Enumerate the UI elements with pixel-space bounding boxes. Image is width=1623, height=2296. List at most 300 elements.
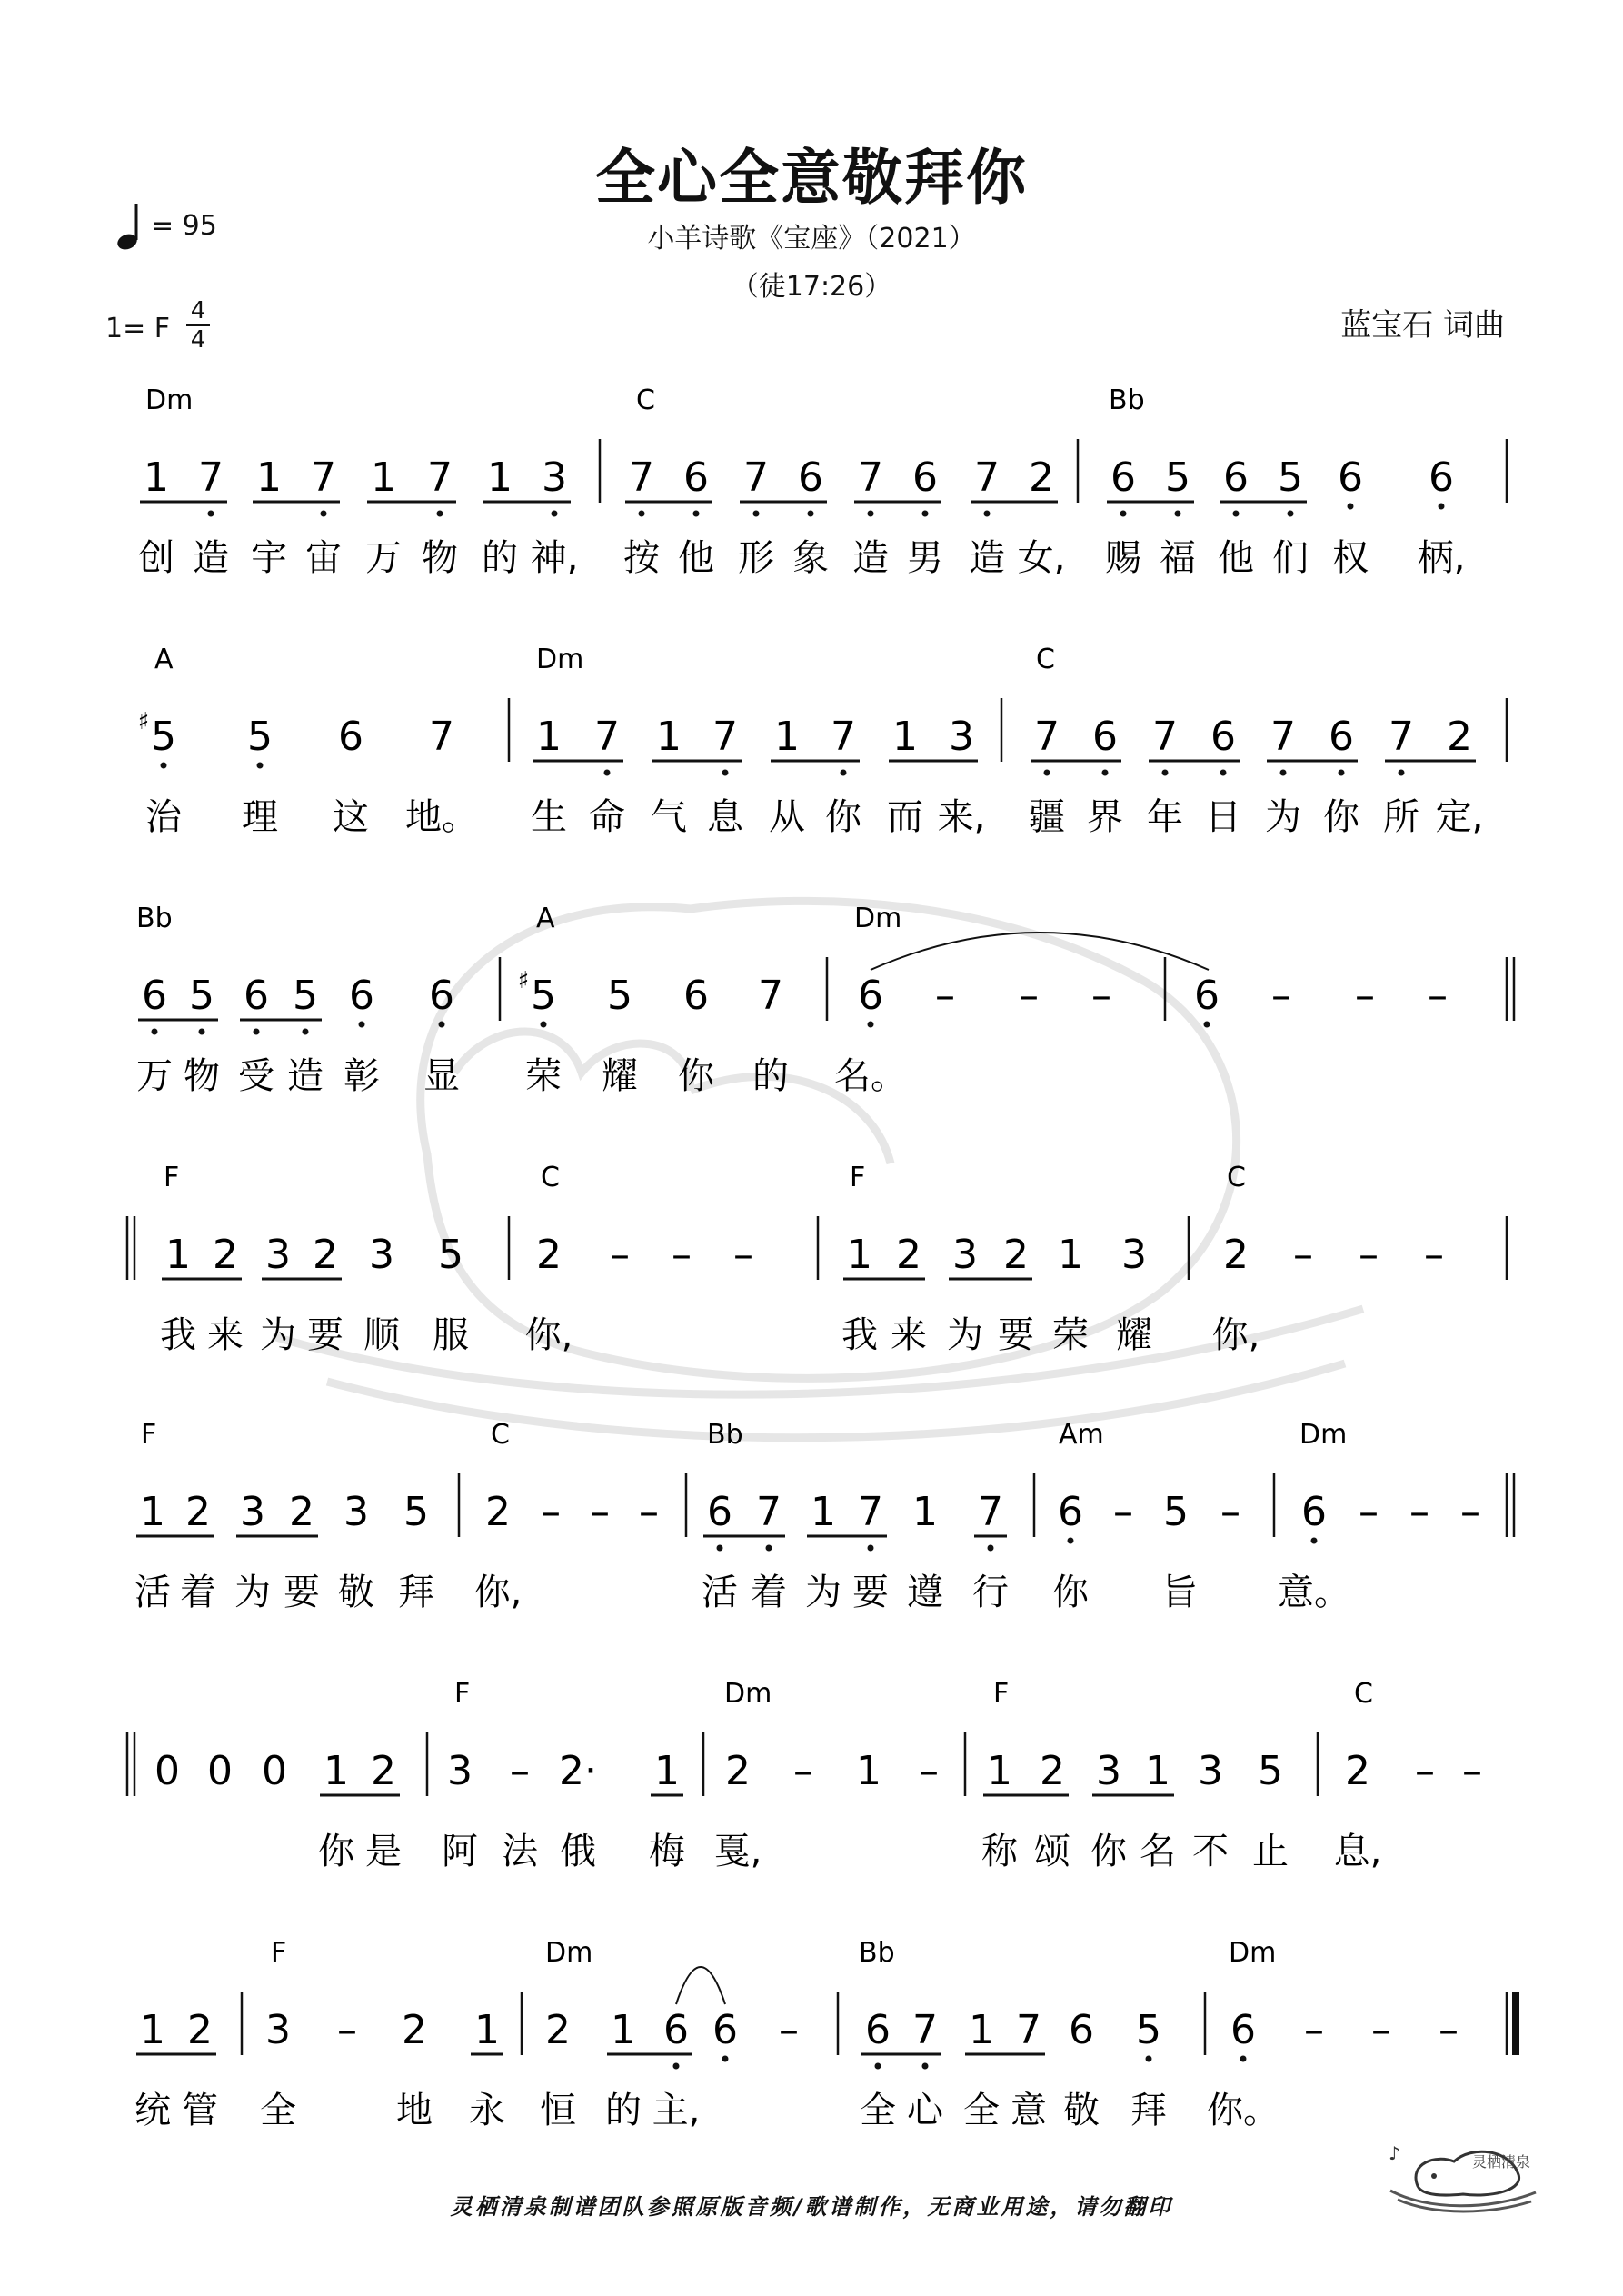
low-octave-dot [161, 763, 167, 769]
dash-note: – [1371, 2007, 1391, 2053]
lyric-character: 定, [1435, 796, 1484, 838]
note-digit: 6 [912, 454, 938, 501]
lyric-character: 息, [1333, 1831, 1382, 1872]
lyric-character: 权 [1332, 537, 1369, 579]
note-digit: 7 [1016, 2007, 1041, 2053]
lyric-character: 全 [963, 2090, 1000, 2131]
lyric-character: 显 [423, 1055, 460, 1097]
dash-note: – [793, 1748, 813, 1794]
low-octave-dot [722, 770, 729, 776]
lyric-character: 物 [422, 537, 458, 579]
logo-text: 灵栖清泉 [1472, 2153, 1531, 2171]
note-digit: 2 [1447, 714, 1472, 760]
lyric-character: 阿 [442, 1831, 478, 1872]
note-digit: 6 [429, 973, 454, 1019]
lyric-character: 着 [180, 1572, 216, 1613]
lyric-character: 全 [860, 2090, 896, 2131]
note-digit: 1 [1058, 1232, 1083, 1278]
low-octave-dot [1044, 770, 1050, 776]
low-octave-dot [257, 763, 264, 769]
lyric-character: 为 [260, 1314, 296, 1356]
low-octave-dot [1311, 1538, 1318, 1544]
chord-symbol: F [850, 1162, 866, 1193]
low-octave-dot [199, 1029, 205, 1035]
chord-symbol: F [271, 1937, 287, 1969]
note-digit: 1 [324, 1748, 349, 1794]
low-octave-dot [1339, 770, 1345, 776]
note-digit: 7 [743, 454, 769, 501]
note-digit: 7 [912, 2007, 938, 2053]
note-digit: 6 [712, 2007, 738, 2053]
lyric-character: 我 [841, 1314, 878, 1356]
dash-note: – [1271, 973, 1291, 1019]
lyric-character: 我 [160, 1314, 196, 1356]
lyric-character: 形 [738, 537, 774, 579]
lyric-character: 要 [852, 1572, 889, 1613]
lyric-character: 从 [769, 796, 805, 838]
note-digit: 6 [1194, 973, 1220, 1019]
note-digit: 3 [542, 454, 567, 501]
dash-note: – [1359, 1489, 1379, 1535]
lyric-character: 要 [998, 1314, 1034, 1356]
lyric-character: 你 [825, 796, 861, 838]
note-digit: 6 [683, 454, 709, 501]
note-digit: 6 [1338, 454, 1363, 501]
lyric-character: 万 [136, 1055, 173, 1097]
chord-symbol: Dm [1299, 1419, 1348, 1451]
note-digit: 0 [154, 1748, 180, 1794]
low-octave-dot [541, 1022, 547, 1028]
lyric-character: 的 [482, 537, 518, 579]
lyric-character: 心 [907, 2090, 943, 2131]
note-digit: 6 [142, 973, 167, 1019]
lyric-character: 你 [1052, 1572, 1089, 1613]
lyric-character: 法 [502, 1831, 538, 1872]
low-octave-dot [693, 511, 700, 517]
lyric-character: 界 [1087, 796, 1123, 838]
lyric-character: 柄, [1417, 537, 1466, 579]
lyric-character: 要 [307, 1314, 344, 1356]
note-digit: 6 [798, 454, 823, 501]
note-digit: 5 [293, 973, 318, 1019]
lyric-character: 为 [234, 1572, 271, 1613]
note-digit: 2 [896, 1232, 921, 1278]
note-digit: 1 [892, 714, 918, 760]
note-digit: 3 [1121, 1232, 1147, 1278]
low-octave-dot [766, 1545, 772, 1552]
note-digit: 5 [151, 714, 176, 760]
note-digit: 2 [371, 1748, 396, 1794]
lyric-character: 你 [1323, 796, 1359, 838]
lyric-character: 按 [623, 537, 660, 579]
note-digit: 5 [1278, 454, 1303, 501]
sharp-sign: ♯ [517, 967, 530, 994]
lyric-character: 止 [1252, 1831, 1289, 1872]
lyric-character: 戛, [713, 1831, 762, 1872]
note-digit: 6 [1429, 454, 1454, 501]
note-digit: 6 [683, 973, 709, 1019]
dash-note: – [779, 2007, 799, 2053]
low-octave-dot [1280, 770, 1287, 776]
lingqi-lamb-logo-icon [1381, 2136, 1545, 2218]
chord-symbol: F [141, 1419, 157, 1451]
note-digit: 7 [1270, 714, 1296, 760]
note-digit: 3 [240, 1489, 265, 1535]
lyric-character: 旨 [1161, 1572, 1198, 1613]
low-octave-dot [875, 2063, 881, 2070]
lyric-character: 生 [531, 796, 567, 838]
dash-note: – [639, 1489, 659, 1535]
lyric-character: 是 [365, 1831, 402, 1872]
dash-note: – [1293, 1232, 1313, 1278]
note-digit: 6 [1058, 1489, 1083, 1535]
note-digit: 1 [654, 1748, 680, 1794]
note-digit: 2 [1345, 1748, 1370, 1794]
lyric-character: 你 [678, 1055, 714, 1097]
note-digit: 2 [313, 1232, 338, 1278]
note-digit: 5 [1165, 454, 1190, 501]
note-digit: 2· [559, 1748, 597, 1794]
note-digit: 3 [1198, 1748, 1223, 1794]
note-digit: 3 [344, 1489, 369, 1535]
note-digit: 7 [1152, 714, 1178, 760]
tie-slur [676, 1967, 725, 2004]
chord-symbol: Dm [724, 1678, 772, 1710]
note-digit: 5 [1136, 2007, 1161, 2053]
dash-note: – [541, 1489, 561, 1535]
low-octave-dot [868, 511, 874, 517]
low-octave-dot [439, 1022, 445, 1028]
lyric-character: 荣 [1052, 1314, 1089, 1356]
note-digit: 6 [1223, 454, 1249, 501]
note-digit: 1 [656, 714, 682, 760]
dash-note: – [935, 973, 955, 1019]
album-subtitle: 小羊诗歌《宝座》（2021） [647, 223, 976, 255]
lyric-character: 敬 [1063, 2090, 1100, 2131]
time-signature-top: 4 [190, 297, 206, 324]
lyric-character: 的 [752, 1055, 789, 1097]
low-octave-dot [717, 1545, 723, 1552]
lyric-character: 你 [318, 1831, 354, 1872]
lyric-character: 名 [1140, 1831, 1176, 1872]
low-octave-dot [552, 511, 558, 517]
note-digit: 5 [531, 973, 556, 1019]
chord-symbol: Bb [859, 1937, 895, 1969]
chord-symbol: C [1354, 1678, 1373, 1710]
note-digit: 2 [402, 2007, 427, 2053]
note-digit: 0 [207, 1748, 233, 1794]
dash-note: – [1424, 1232, 1444, 1278]
lyric-character: 疆 [1029, 796, 1065, 838]
lyric-character: 永 [469, 2090, 505, 2131]
lyric-character: 拜 [1130, 2090, 1167, 2131]
note-digit: 1 [474, 2007, 500, 2053]
chord-symbol: F [454, 1678, 471, 1710]
svg-text:♪: ♪ [1389, 2142, 1400, 2164]
dash-note: – [1460, 1489, 1480, 1535]
lyric-character: 你。 [1207, 2090, 1279, 2131]
note-digit: 2 [213, 1232, 238, 1278]
lyric-character: 地 [396, 2090, 433, 2131]
chord-symbol: C [636, 384, 655, 416]
lyric-character: 颂 [1034, 1831, 1070, 1872]
lyric-character: 统 [134, 2090, 171, 2131]
lyric-character: 息 [707, 796, 743, 838]
low-octave-dot [868, 1545, 874, 1552]
note-digit: 1 [256, 454, 282, 501]
dash-note: – [1409, 1489, 1429, 1535]
dash-note: – [733, 1232, 753, 1278]
scripture-reference: （徒17:26） [731, 271, 892, 303]
low-octave-dot [722, 2056, 729, 2062]
lyric-character: 的 [605, 2090, 642, 2131]
chord-symbol: F [993, 1678, 1010, 1710]
note-digit: 3 [952, 1232, 978, 1278]
lyric-character: 他 [678, 537, 714, 579]
note-digit: 0 [262, 1748, 287, 1794]
note-digit: 5 [438, 1232, 463, 1278]
low-octave-dot [922, 2063, 929, 2070]
chord-symbol: Am [1059, 1419, 1104, 1451]
note-digit: 6 [1069, 2007, 1094, 2053]
note-digit: 6 [1092, 714, 1118, 760]
lyric-character: 神, [530, 537, 579, 579]
dash-note: – [337, 2007, 357, 2053]
low-octave-dot [1220, 770, 1227, 776]
chord-symbol: Bb [707, 1419, 743, 1451]
key-label: 1= F [105, 312, 171, 344]
lyric-character: 你, [1211, 1314, 1260, 1356]
lyric-character: 彰 [344, 1055, 380, 1097]
lyric-character: 不 [1192, 1831, 1229, 1872]
low-octave-dot [984, 511, 991, 517]
lyric-character: 万 [365, 537, 402, 579]
chord-symbol: Dm [145, 384, 194, 416]
note-digit: 7 [974, 454, 1000, 501]
low-octave-dot [303, 1029, 309, 1035]
dash-note: – [1091, 973, 1111, 1019]
note-digit: 7 [858, 454, 883, 501]
note-digit: 3 [265, 2007, 291, 2053]
low-octave-dot [1288, 511, 1294, 517]
lyric-character: 造 [193, 537, 229, 579]
dash-note: – [1439, 2007, 1459, 2053]
note-digit: 6 [244, 973, 269, 1019]
lyric-character: 来 [207, 1314, 244, 1356]
note-digit: 1 [987, 1748, 1012, 1794]
lyric-character: 拜 [398, 1572, 434, 1613]
tempo-value: = 95 [151, 209, 217, 242]
lyric-character: 命 [589, 796, 625, 838]
note-digit: 2 [185, 1489, 211, 1535]
lyric-character: 象 [792, 537, 829, 579]
lyric-character: 要 [284, 1572, 320, 1613]
low-octave-dot [1348, 504, 1354, 510]
lyric-character: 气 [651, 796, 687, 838]
lyric-character: 耀 [1116, 1314, 1152, 1356]
lyric-character: 来, [937, 796, 986, 838]
lyric-character: 们 [1272, 537, 1309, 579]
note-digit: 6 [338, 714, 363, 760]
low-octave-dot [208, 511, 214, 517]
low-octave-dot [1068, 1538, 1074, 1544]
note-digit: 2 [1223, 1232, 1249, 1278]
note-digit: 1 [140, 1489, 165, 1535]
note-digit: 7 [756, 1489, 782, 1535]
note-digit: 3 [447, 1748, 473, 1794]
lyric-character: 主, [652, 2090, 701, 2131]
note-digit: 7 [978, 1489, 1003, 1535]
note-digit: 2 [187, 2007, 213, 2053]
note-digit: 7 [629, 454, 654, 501]
note-digit: 2 [536, 1232, 562, 1278]
lyric-character: 男 [907, 537, 943, 579]
note-digit: 2 [289, 1489, 314, 1535]
dash-note: – [672, 1232, 692, 1278]
dash-note: – [1113, 1489, 1133, 1535]
note-digit: 6 [1210, 714, 1236, 760]
lyric-character: 荣 [525, 1055, 562, 1097]
note-digit: 3 [369, 1232, 394, 1278]
lyric-character: 你, [524, 1314, 573, 1356]
note-digit: 6 [865, 2007, 891, 2053]
lyric-character: 意。 [1278, 1572, 1350, 1613]
low-octave-dot [254, 1029, 260, 1035]
note-digit: 6 [349, 973, 374, 1019]
lyric-character: 而 [887, 796, 923, 838]
low-octave-dot [437, 511, 443, 517]
lyric-character: 受 [238, 1055, 274, 1097]
lyric-character: 创 [138, 537, 174, 579]
note-digit: 7 [712, 714, 738, 760]
low-octave-dot [988, 1545, 994, 1552]
lyric-character: 全 [260, 2090, 296, 2131]
dash-note: – [1304, 2007, 1324, 2053]
lyric-character: 福 [1160, 537, 1196, 579]
note-digit: 3 [1096, 1748, 1121, 1794]
note-digit: 2 [1040, 1748, 1065, 1794]
note-digit: 1 [144, 454, 169, 501]
sharp-sign: ♯ [137, 708, 150, 735]
low-octave-dot [1102, 770, 1109, 776]
dash-note: – [1415, 1748, 1435, 1794]
chord-symbol: A [154, 644, 174, 675]
chord-symbol: A [536, 903, 555, 934]
lyric-character: 敬 [338, 1572, 374, 1613]
lyric-character: 活 [134, 1572, 171, 1613]
dash-note: – [1220, 1489, 1240, 1535]
note-digit: 7 [1389, 714, 1414, 760]
note-digit: 6 [707, 1489, 732, 1535]
low-octave-dot [841, 770, 847, 776]
lyric-character: 地。 [405, 796, 478, 838]
lyric-character: 意 [1011, 2090, 1047, 2131]
low-octave-dot [1399, 770, 1405, 776]
note-digit: 7 [427, 454, 453, 501]
time-signature-bottom: 4 [190, 326, 206, 354]
note-digit: 7 [1034, 714, 1060, 760]
lyric-character: 行 [972, 1572, 1009, 1613]
lyric-character: 物 [184, 1055, 220, 1097]
note-digit: 1 [912, 1489, 938, 1535]
lyric-character: 着 [751, 1572, 787, 1613]
chord-symbol: F [164, 1162, 180, 1193]
dash-note: – [1428, 973, 1448, 1019]
note-digit: 1 [140, 2007, 165, 2053]
low-octave-dot [1162, 770, 1169, 776]
lyric-character: 宇 [251, 537, 287, 579]
note-digit: 3 [949, 714, 974, 760]
lyric-character: 梅 [649, 1831, 685, 1872]
note-digit: 6 [1301, 1489, 1327, 1535]
lyric-character: 所 [1383, 796, 1419, 838]
note-digit: 5 [1258, 1748, 1283, 1794]
lyric-character: 女, [1017, 537, 1066, 579]
low-octave-dot [1240, 2056, 1247, 2062]
low-octave-dot [1120, 511, 1127, 517]
note-digit: 6 [1329, 714, 1354, 760]
chord-symbol: Dm [545, 1937, 593, 1969]
lyric-character: 为 [805, 1572, 841, 1613]
low-octave-dot [359, 1022, 365, 1028]
low-octave-dot [673, 2063, 680, 2070]
lyric-character: 造 [287, 1055, 324, 1097]
tie-slur [871, 933, 1209, 970]
note-digit: 1 [1145, 1748, 1170, 1794]
lyric-character: 活 [702, 1572, 738, 1613]
note-digit: 1 [811, 1489, 836, 1535]
note-digit: 7 [594, 714, 620, 760]
lyric-character: 赐 [1105, 537, 1141, 579]
note-digit: 6 [858, 973, 883, 1019]
lyric-character: 年 [1147, 796, 1183, 838]
note-digit: 7 [858, 1489, 883, 1535]
lyric-character: 耀 [602, 1055, 638, 1097]
lyric-character: 为 [947, 1314, 983, 1356]
lyric-character: 他 [1218, 537, 1254, 579]
note-digit: 7 [429, 714, 454, 760]
note-digit: 5 [607, 973, 632, 1019]
low-octave-dot [753, 511, 760, 517]
note-digit: 2 [725, 1748, 751, 1794]
low-octave-dot [152, 1029, 158, 1035]
composer-credit: 蓝宝石 词曲 [1340, 307, 1505, 344]
note-digit: 1 [856, 1748, 881, 1794]
lyric-character: 治 [145, 796, 182, 838]
note-digit: 1 [371, 454, 396, 501]
lyric-character: 日 [1205, 796, 1241, 838]
lyric-character: 为 [1265, 796, 1301, 838]
note-digit: 5 [189, 973, 214, 1019]
chord-symbol: Dm [536, 644, 584, 675]
dash-note: – [1019, 973, 1039, 1019]
dash-note: – [610, 1232, 630, 1278]
note-digit: 3 [265, 1232, 291, 1278]
dash-note: – [510, 1748, 530, 1794]
note-digit: 1 [487, 454, 513, 501]
low-octave-dot [1146, 2056, 1152, 2062]
lyric-character: 名。 [834, 1055, 907, 1097]
chord-symbol: Dm [1229, 1937, 1277, 1969]
lyric-character: 恒 [540, 2090, 576, 2131]
note-digit: 1 [536, 714, 562, 760]
low-octave-dot [639, 511, 645, 517]
note-digit: 1 [774, 714, 800, 760]
chord-symbol: Dm [854, 903, 902, 934]
note-digit: 7 [758, 973, 783, 1019]
lyric-character: 称 [981, 1831, 1018, 1872]
lyric-character: 造 [969, 537, 1005, 579]
